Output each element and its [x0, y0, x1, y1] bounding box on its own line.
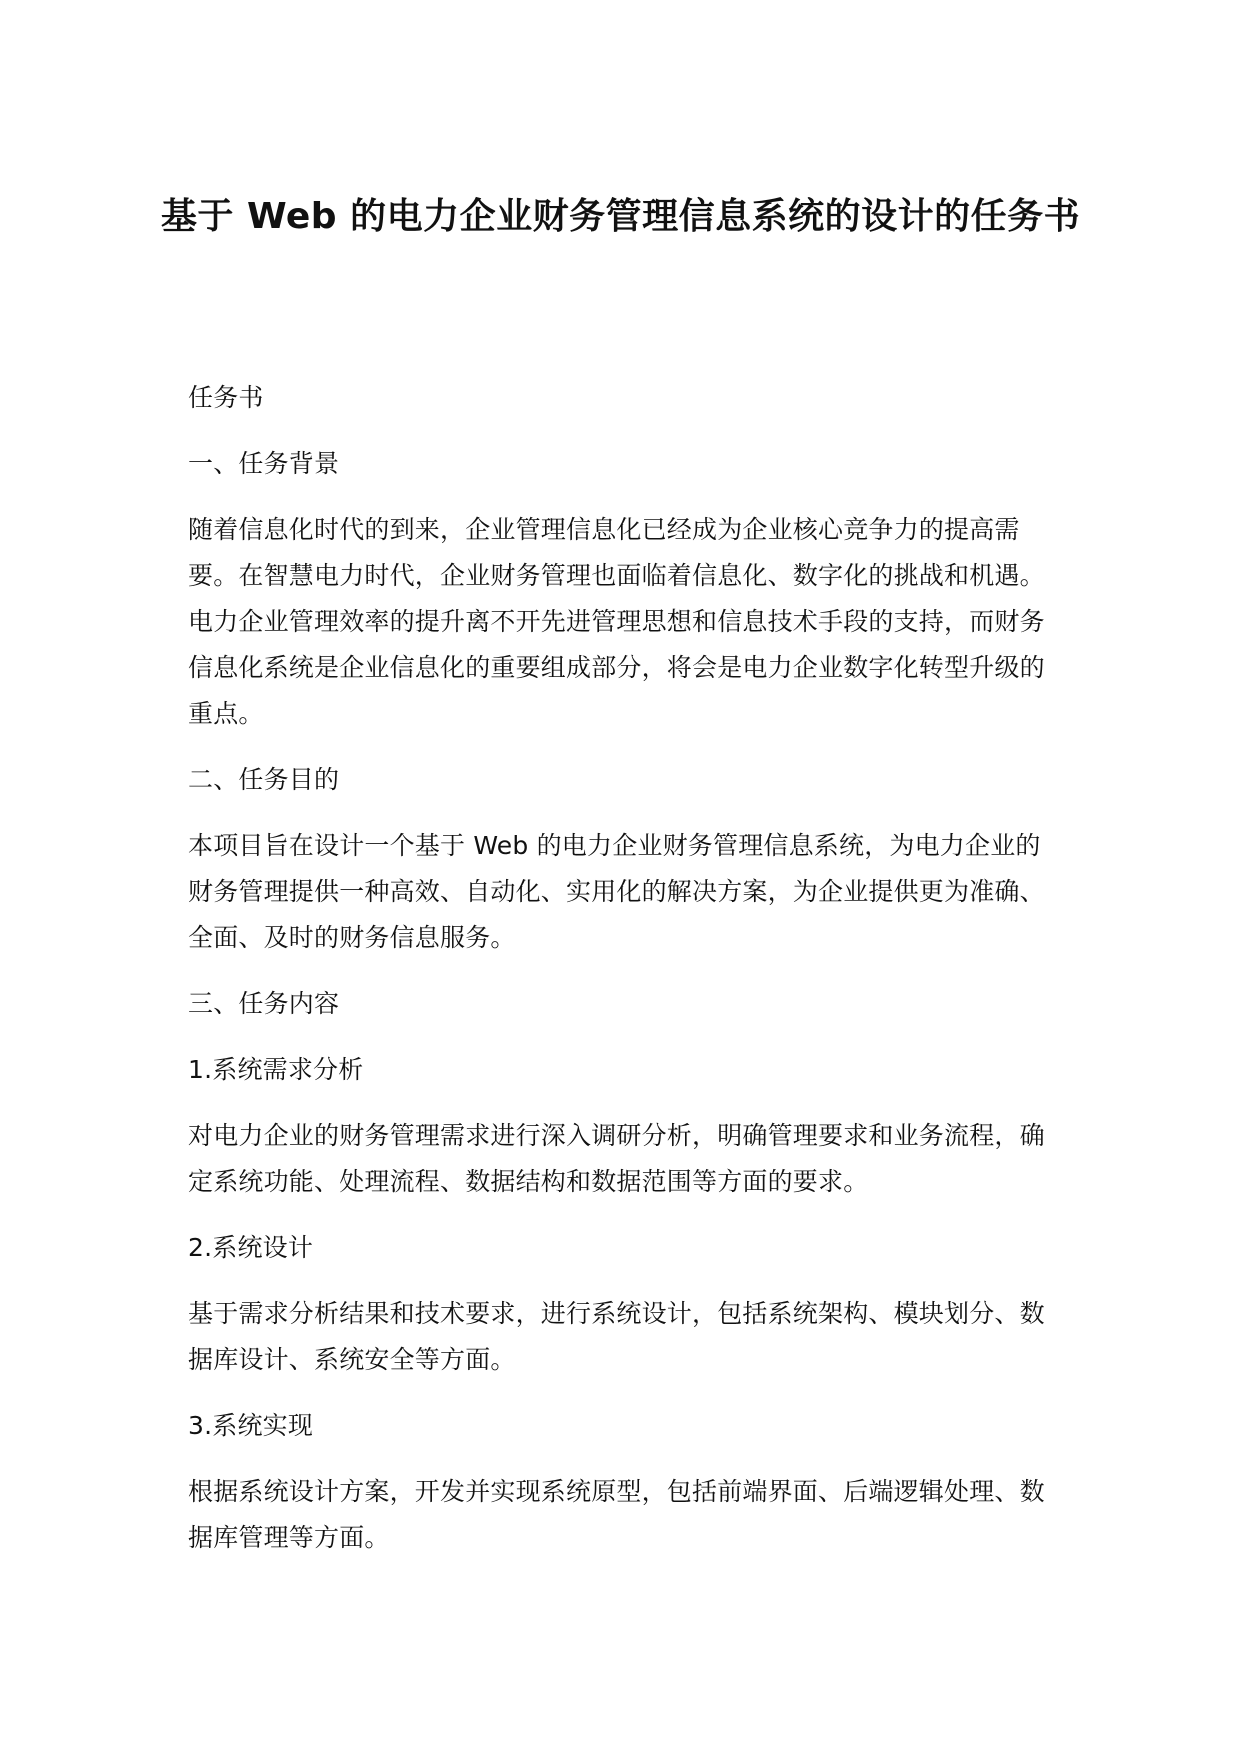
- paragraph-requirements: 对电力企业的财务管理需求进行深入调研分析，明确管理要求和业务流程，确定系统功能、处理流程、数据结构和数据范围等方面的要求。: [188, 1121, 1045, 1196]
- paragraph-design: 基于需求分析结果和技术要求，进行系统设计，包括系统架构、模块划分、数据库设计、系统安全等方面。: [188, 1299, 1045, 1374]
- section-heading-purpose: 二、任务目的: [188, 765, 340, 794]
- paragraph-purpose: 本项目旨在设计一个基于 Web 的电力企业财务管理信息系统，为电力企业的财务管理提供一种高效、自动化、实用化的解决方案，为企业提供更为准确、全面、及时的财务信息服务。: [188, 831, 1045, 952]
- subsection-heading-design: 2.系统设计: [188, 1233, 314, 1262]
- section-heading-background: 一、任务背景: [188, 449, 340, 478]
- document-body: [188, 375, 1048, 1581]
- subsection-heading-implementation: 3.系统实现: [188, 1411, 314, 1440]
- section-heading-task-book: 任务书: [188, 383, 264, 412]
- section-heading-content: 三、任务内容: [188, 989, 340, 1018]
- paragraph-implementation: 根据系统设计方案，开发并实现系统原型，包括前端界面、后端逻辑处理、数据库管理等方面。: [188, 1477, 1045, 1552]
- paragraph-background: 随着信息化时代的到来，企业管理信息化已经成为企业核心竞争力的提高需要。在智慧电力时代，企业财务管理也面临着信息化、数字化的挑战和机遇。电力企业管理效率的提升离不开先进管理思想和信息技术手段的支持，而财务信息化系统是企业信息化的重要组成部分，将会是电力企业数字化转型升级的重点。: [188, 515, 1045, 728]
- subsection-heading-requirements: 1.系统需求分析: [188, 1055, 364, 1084]
- document-title: 基于 Web 的电力企业财务管理信息系统的设计的任务书: [160, 196, 1081, 237]
